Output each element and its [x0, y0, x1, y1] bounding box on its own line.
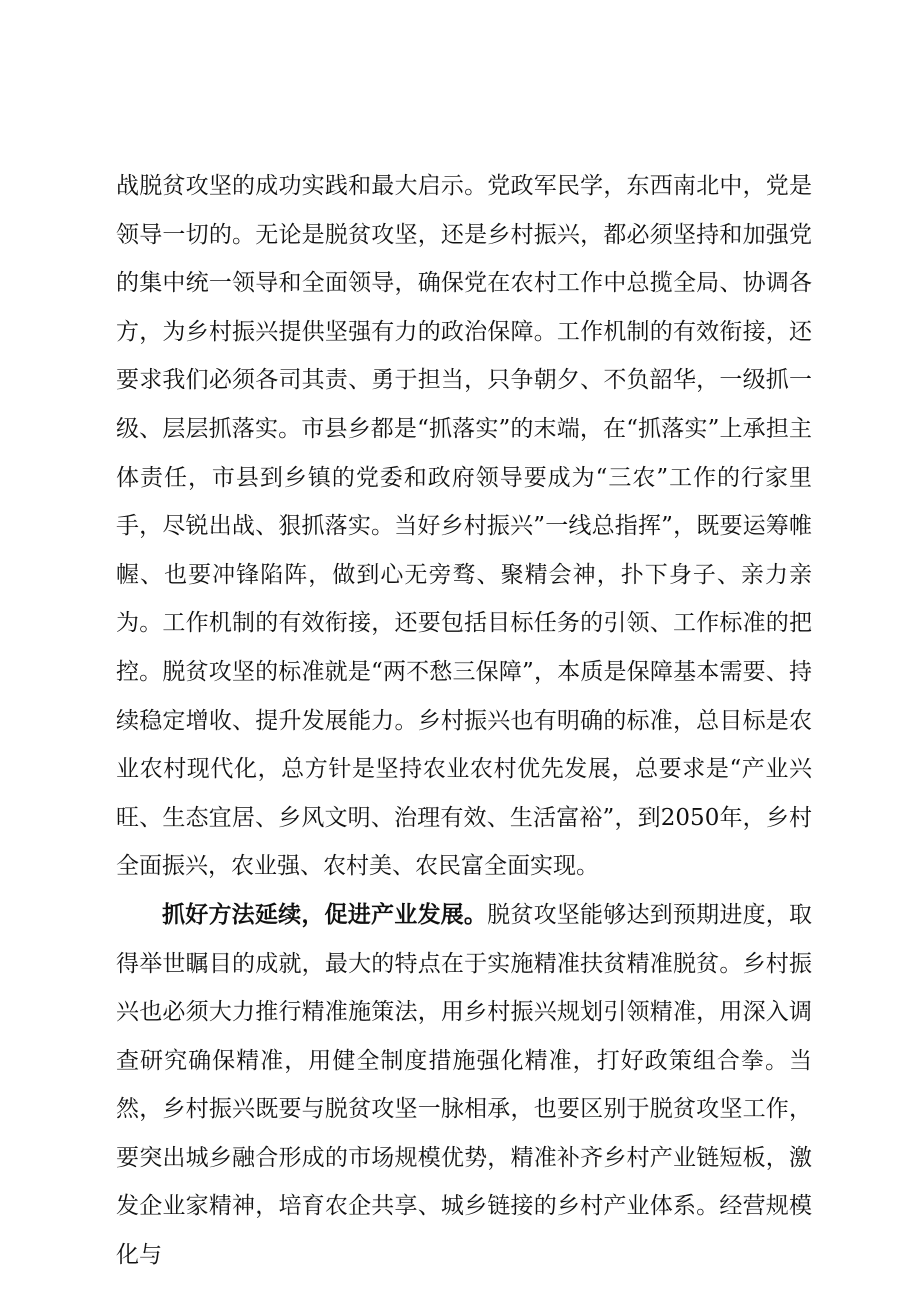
document-body [116, 162, 812, 1280]
paragraph-1: 战脱贫攻坚的成功实践和最大启示。党政军民学，东西南北中，党是领导一切的。无论是脱贫攻坚，还是乡村振兴，都必须坚持和加强党的集中统一领导和全面领导，确保党在农村工作中总揽全局、协调各方，为乡村振兴提供坚强有力的政治保障。工作机制的有效衔接，还要求我们必须各司其责、勇于担当，只争朝夕、不负韶华，一级抓一级、层层抓落实。市县乡都是“抓落实”的末端，在“抓落实”上承担主体责任，市县到乡镇的党委和政府领导要成为“三农”工作的行家里手，尽锐出战、狠抓落实。当好乡村振兴”一线总指挥”，既要运筹帷幄、也要冲锋陷阵，做到心无旁骛、聚精会神，扑下身子、亲力亲为。工作机制的有效衔接，还要包括目标任务的引领、工作标准的把控。脱贫攻坚的标准就是“两不愁三保障”，本质是保障基本需要、持续稳定增收、提升发展能力。乡村振兴也有明确的标准，总目标是农业农村现代化，总方针是坚持农业农村优先发展，总要求是“产业兴旺、生态宜居、乡风文明、治理有效、生活富裕”，到2050年，乡村全面振兴，农业强、农村美、农民富全面实现。 [116, 173, 812, 880]
paragraph-2-lead: 抓好方法延续，促进产业发展。 [162, 900, 488, 928]
paragraph-2 [116, 891, 812, 1280]
paragraph-2-body: 脱贫攻坚能够达到预期进度，取得举世瞩目的成就，最大的特点在于实施精准扶贫精准脱贫。乡村振兴也必须大力推行精准施策法，用乡村振兴规划引领精准，用深入调查研究确保精准，用健全制度措施强化精准，打好政策组合拳。当然，乡村振兴既要与脱贫攻坚一脉相承，也要区别于脱贫攻坚工作，要突出城乡融合形成的市场规模优势，精准补齐乡村产业链短板，激发企业家精神，培育农企共享、城乡链接的乡村产业体系。经营规模化与 [116, 901, 813, 1269]
